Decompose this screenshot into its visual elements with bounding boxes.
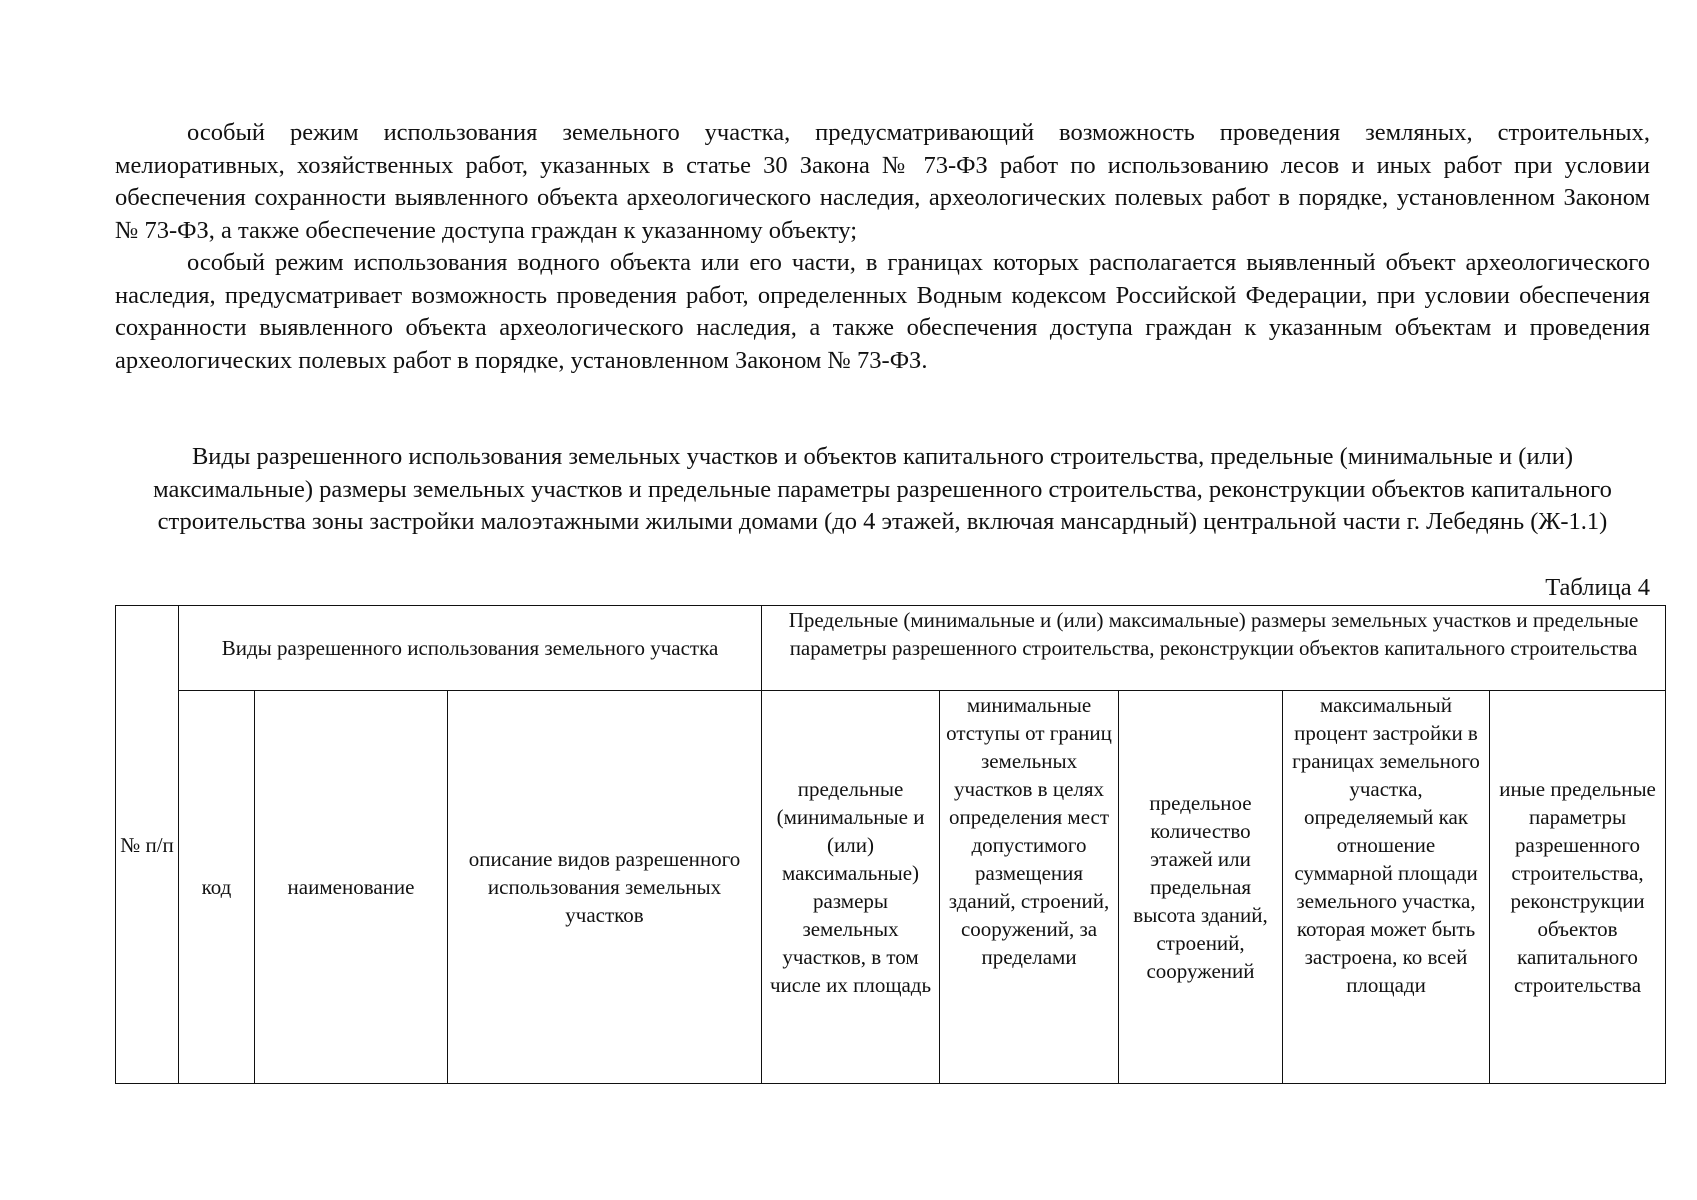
- header-name: [255, 691, 448, 1084]
- header-description-label: описание видов разрешенного использования земельных участков: [468, 847, 741, 927]
- table-header-row-top: [116, 606, 1666, 691]
- table-caption: Таблица 4: [1545, 574, 1650, 601]
- header-plot-size-label: предельные (минимальные и (или) максимальные) размеры земельных участков, в том числе их площадь: [769, 777, 932, 997]
- section-heading: Виды разрешенного использования земельных участков и объектов капитального строительства, предельные (минимальные и (или) максимальные) размеры земельных участков и предельные параметры разрешенного строительства, реконструкции объектов капитального строительства зоны застройки малоэтажными жилыми домами (до 4 этажей, включая мансардный) центральной части г. Лебедянь (Ж-1.1): [153, 443, 1612, 535]
- header-setbacks: [940, 691, 1119, 1084]
- header-plot-size: [762, 691, 940, 1084]
- header-group-limits-label: Предельные (минимальные и (или) максимальные) размеры земельных участков и предельные параметры разрешенного строительства, реконструкции объектов капитального строительства: [788, 608, 1639, 660]
- header-group-limits-clip: [764, 606, 1663, 690]
- header-group-use-types: [179, 606, 762, 691]
- paragraph-land-plot-regime: особый режим использования земельного участка, предусматривающий возможность проведения земляных, строительных, мелиоративных, хозяйственных работ, указанных в статье 30 Закона № 73-ФЗ работ по использованию лесов и иных работ при условии обеспечения сохранности выявленного объекта археологического наследия, археологических полевых работ в порядке, установленном Законом № 73-ФЗ, а также обеспечение доступа граждан к указанному объекту;: [115, 119, 1650, 244]
- header-group-limits: [762, 606, 1666, 691]
- header-setbacks-clip: [942, 691, 1116, 1083]
- paragraph-water-object-regime: особый режим использования водного объекта или его части, в границах которых располагается выявленный объект археологического наследия, предусматривает возможность проведения работ, определенных Водным кодексом Российской Федерации, при условии обеспечения сохранности выявленного объекта археологического наследия, а также обеспечения доступа граждан к указанным объектам и проведения археологических полевых работ в порядке, установленном Законом № 73-ФЗ.: [115, 249, 1650, 374]
- header-coverage-label: максимальный процент застройки в границах земельного участка, определяемый как отношение суммарной площади земельного участка, которая может быть застроена, ко всей площади: [1292, 693, 1480, 997]
- header-other-params: [1490, 691, 1666, 1084]
- header-code: [179, 691, 255, 1084]
- header-name-label: наименование: [287, 875, 415, 899]
- header-setbacks-label: минимальные отступы от границ земельных участков в целях определения мест допустимого размещения зданий, строений, сооружений, за пределами: [946, 693, 1112, 969]
- header-group-use-types-label: Виды разрешенного использования земельного участка: [221, 636, 719, 660]
- table-header-row-sub: [116, 691, 1666, 1084]
- header-description: [448, 691, 762, 1084]
- header-number-label: № п/п: [120, 832, 174, 857]
- header-coverage-clip: [1285, 691, 1487, 1083]
- header-other-params-label: иные предельные параметры разрешенного строительства, реконструкции объектов капитального строительства: [1499, 777, 1656, 997]
- body-text: [115, 117, 1650, 377]
- header-code-label: код: [201, 875, 232, 899]
- header-floors-height-label: предельное количество этажей или предельная высота зданий, строений, сооружений: [1133, 791, 1268, 983]
- header-number: [116, 606, 179, 1084]
- header-floors-height: [1119, 691, 1283, 1084]
- header-coverage: [1283, 691, 1490, 1084]
- zone-parameters-table: [115, 605, 1666, 1084]
